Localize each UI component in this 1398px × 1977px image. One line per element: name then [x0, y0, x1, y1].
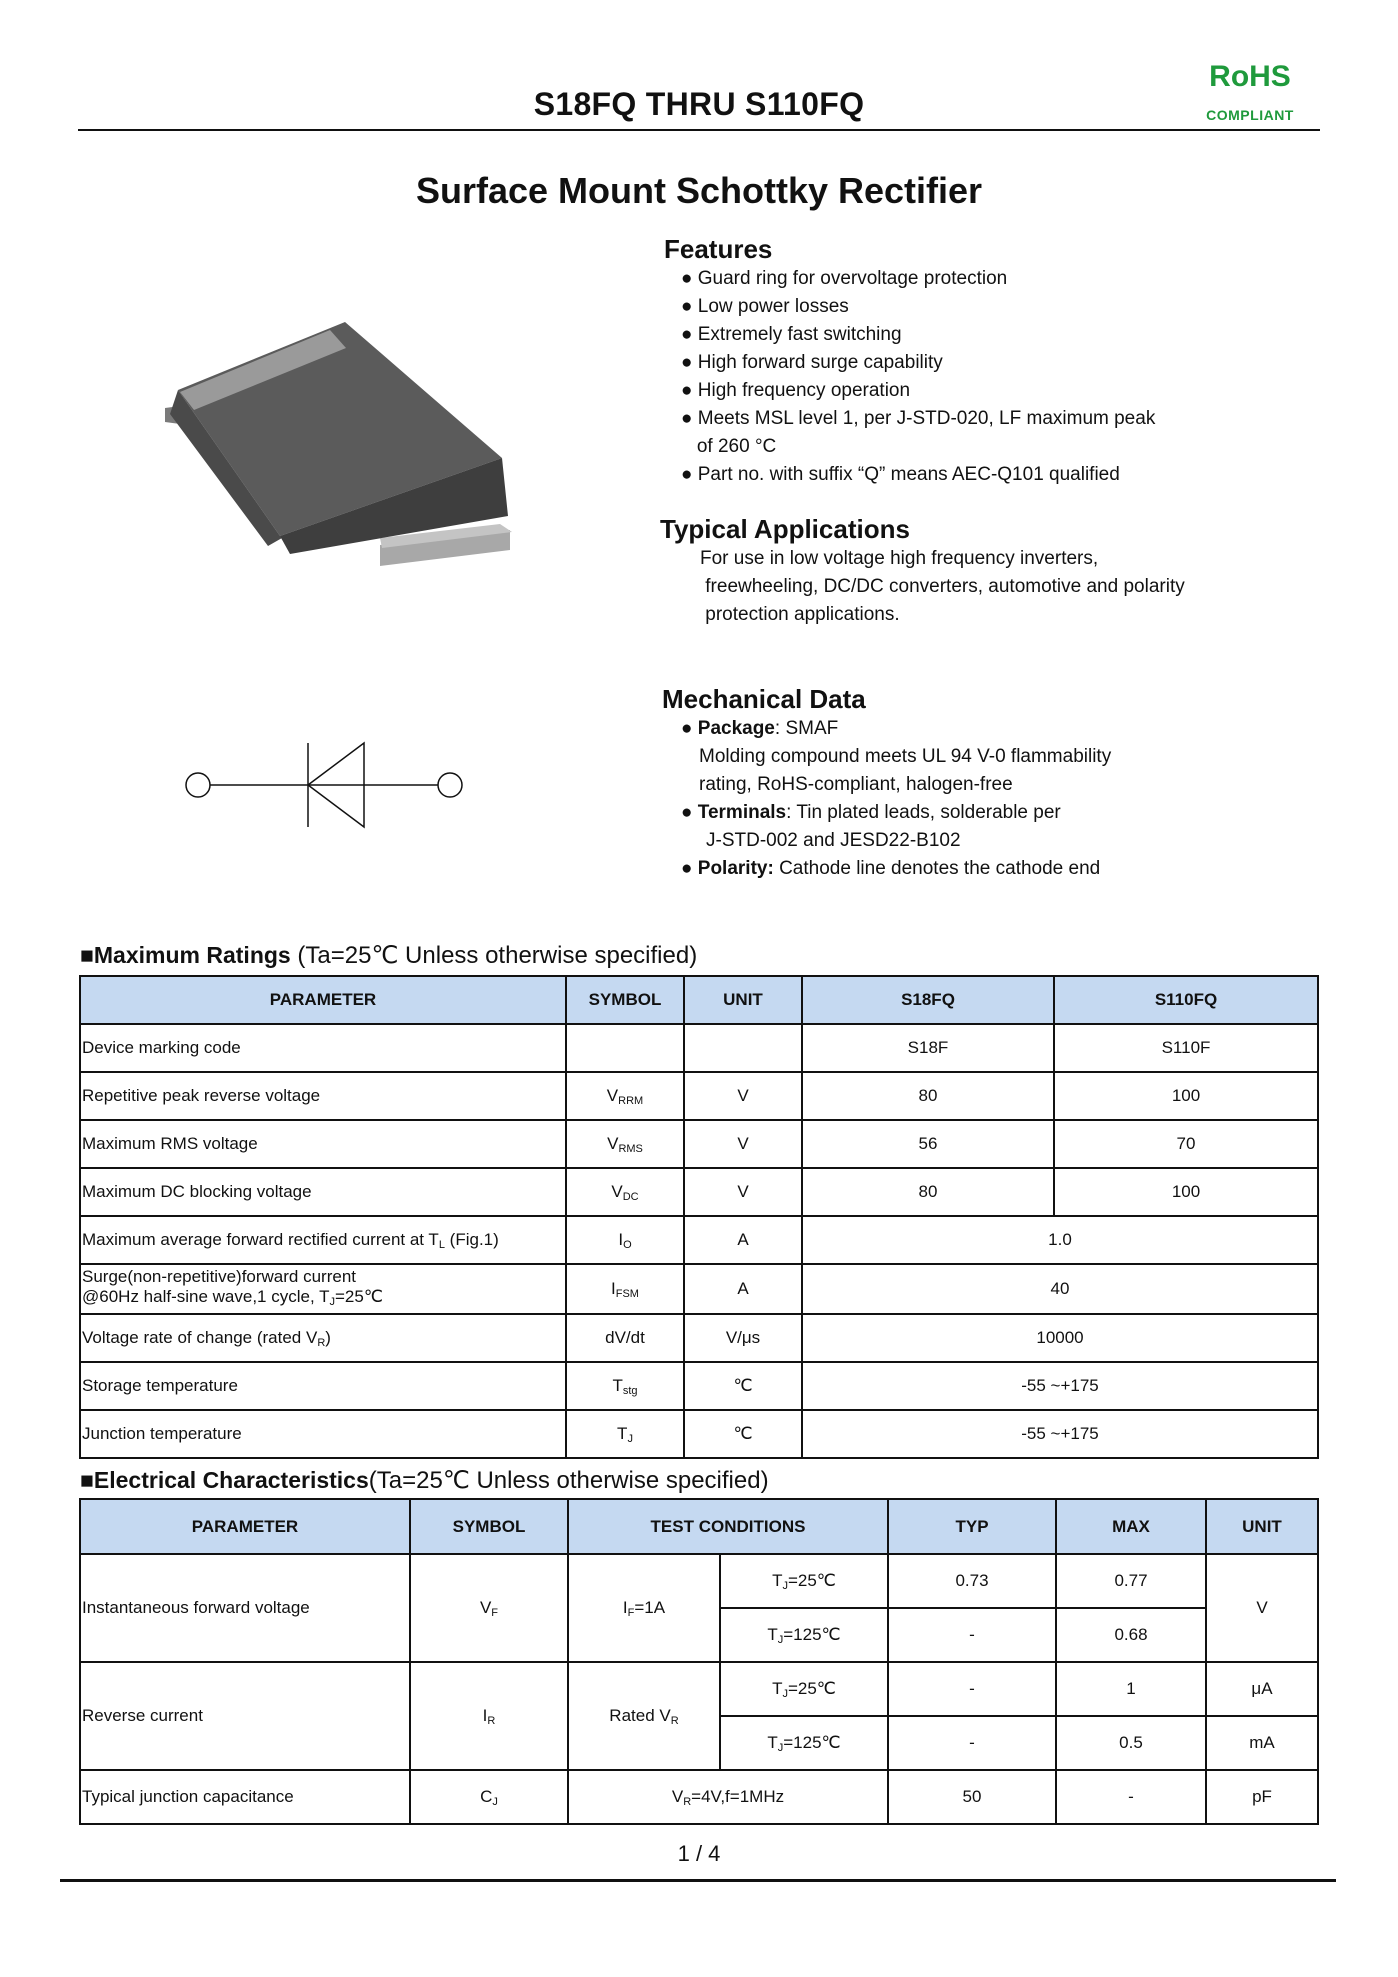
condition-cell: $V_R=4V,f=1MHz$ — [568, 1770, 888, 1824]
symbol-cell: $I_R$ — [410, 1662, 568, 1770]
col-header-symbol: SYMBOL — [566, 976, 684, 1024]
value-cell: 56 — [802, 1120, 1054, 1168]
symbol-cell: $I_{FSM}$ — [566, 1264, 684, 1314]
value-cell: S18F — [802, 1024, 1054, 1072]
compliant-label: COMPLIANT — [1206, 107, 1294, 123]
value-cell: 10000 — [802, 1314, 1318, 1362]
col-header-symbol: SYMBOL — [410, 1499, 568, 1554]
applications-heading: Typical Applications — [660, 514, 910, 544]
col-header-parameter: PARAMETER — [80, 1499, 410, 1554]
param-cell: Voltage rate of change (rated $V_R$) — [80, 1314, 566, 1362]
table-row — [80, 1554, 1318, 1608]
col-header-unit: UNIT — [684, 976, 802, 1024]
applications-line: freewheeling, DC/DC converters, automotive and polarity — [700, 576, 1185, 597]
page-subtitle: Surface Mount Schottky Rectifier — [415, 170, 983, 211]
header-divider — [78, 129, 1320, 131]
symbol-cell: $I_O$ — [566, 1216, 684, 1264]
col-header-unit: UNIT — [1206, 1499, 1318, 1554]
unit-cell: μA — [1206, 1662, 1318, 1716]
unit-cell: mA — [1206, 1716, 1318, 1770]
unit-cell: ℃ — [684, 1410, 802, 1458]
table-row — [80, 1024, 1318, 1072]
mechanical-polarity: ● Polarity: Cathode line denotes the cathode end — [681, 858, 1101, 879]
terminals-label: Terminals — [697, 802, 787, 823]
applications-text — [700, 545, 1185, 629]
feature-item: ● High frequency operation — [681, 380, 911, 401]
mechanical-heading: Mechanical Data — [662, 684, 866, 714]
value-cell: 70 — [1054, 1120, 1318, 1168]
unit-cell: V — [1206, 1554, 1318, 1662]
polarity-value: Cathode line denotes the cathode end — [773, 858, 1101, 879]
value-cell: 1.0 — [802, 1216, 1318, 1264]
package-label: Package — [697, 718, 775, 739]
rohs-label: RoHS — [1209, 60, 1291, 93]
max-ratings-condition: (Ta=25℃ Unless otherwise specified) — [290, 942, 698, 969]
param-cell: Repetitive peak reverse voltage — [80, 1072, 566, 1120]
feature-item: of 260 °C — [681, 436, 777, 457]
condition-cell: $I_F=1A$ — [568, 1554, 720, 1662]
package-value: : SMAF — [774, 718, 839, 739]
max-ratings-title — [80, 941, 697, 970]
table-row — [80, 1216, 1318, 1264]
document-title: S18FQ THRU S110FQ — [533, 86, 865, 122]
applications-line: protection applications. — [700, 604, 900, 625]
unit-cell: ℃ — [684, 1362, 802, 1410]
feature-item: ● Guard ring for overvoltage protection — [681, 268, 1008, 289]
table-row — [80, 1662, 1318, 1716]
col-header-typ: TYP — [888, 1499, 1056, 1554]
param-cell: Surge(non-repetitive)forward current @60Hz half-sine wave,1 cycle, $T_J=25℃$ — [80, 1264, 566, 1314]
features-heading: Features — [664, 234, 773, 264]
features-list — [681, 265, 1155, 489]
mechanical-terminals: ● Terminals: Tin plated leads, solderable per — [681, 802, 1061, 823]
rohs-badge — [1194, 62, 1306, 122]
typ-cell: 50 — [888, 1770, 1056, 1824]
package-image — [150, 300, 530, 640]
symbol-cell — [566, 1024, 684, 1072]
feature-item: ● High forward surge capability — [681, 352, 943, 373]
temp-cell: $T_J=25℃$ — [720, 1554, 888, 1608]
table-row — [80, 1314, 1318, 1362]
symbol-cell: dV/dt — [566, 1314, 684, 1362]
col-header-s110fq: S110FQ — [1054, 976, 1318, 1024]
col-header-s18fq: S18FQ — [802, 976, 1054, 1024]
col-header-test-conditions: TEST CONDITIONS — [568, 1499, 888, 1554]
param-cell: Maximum DC blocking voltage — [80, 1168, 566, 1216]
max-ratings-label: ■Maximum Ratings — [80, 942, 291, 968]
mechanical-line: rating, RoHS-compliant, halogen-free — [699, 774, 1013, 795]
table-row — [80, 1264, 1318, 1314]
unit-cell: V/μs — [684, 1314, 802, 1362]
value-cell: 40 — [802, 1264, 1318, 1314]
param-cell: Maximum average forward rectified current at $T_L$ (Fig.1) — [80, 1216, 566, 1264]
cathode-terminal — [438, 773, 462, 797]
param-cell: Reverse current — [80, 1662, 410, 1770]
polarity-label: Polarity: — [697, 858, 774, 879]
typ-cell: - — [888, 1716, 1056, 1770]
unit-cell — [684, 1024, 802, 1072]
symbol-cell: $T_{stg}$ — [566, 1362, 684, 1410]
param-cell: Maximum RMS voltage — [80, 1120, 566, 1168]
feature-item: ● Part no. with suffix “Q” means AEC-Q101 qualified — [681, 464, 1120, 485]
table-row — [80, 1770, 1318, 1824]
elec-char-title — [80, 1466, 769, 1495]
symbol-cell: $T_J$ — [566, 1410, 684, 1458]
applications-line: For use in low voltage high frequency inverters, — [700, 548, 1099, 569]
max-cell: 0.68 — [1056, 1608, 1206, 1662]
condition-cell: Rated $V_R$ — [568, 1662, 720, 1770]
value-cell: -55 ~+175 — [802, 1410, 1318, 1458]
typ-cell: - — [888, 1662, 1056, 1716]
value-cell: 100 — [1054, 1072, 1318, 1120]
typ-cell: - — [888, 1608, 1056, 1662]
footer-divider — [60, 1879, 1336, 1882]
max-cell: 1 — [1056, 1662, 1206, 1716]
feature-item: ● Low power losses — [681, 296, 849, 317]
symbol-cell: $V_{RRM}$ — [566, 1072, 684, 1120]
unit-cell: A — [684, 1216, 802, 1264]
value-cell: 100 — [1054, 1168, 1318, 1216]
temp-cell: $T_J=25℃$ — [720, 1662, 888, 1716]
param-cell: Instantaneous forward voltage — [80, 1554, 410, 1662]
symbol-cell: $V_F$ — [410, 1554, 568, 1662]
unit-cell: V — [684, 1072, 802, 1120]
mechanical-line: J-STD-002 and JESD22-B102 — [706, 830, 961, 851]
param-cell: Typical junction capacitance — [80, 1770, 410, 1824]
value-cell: 80 — [802, 1168, 1054, 1216]
value-cell: -55 ~+175 — [802, 1362, 1318, 1410]
temp-cell: $T_J=125℃$ — [720, 1608, 888, 1662]
unit-cell: V — [684, 1120, 802, 1168]
param-cell: Storage temperature — [80, 1362, 566, 1410]
col-header-max: MAX — [1056, 1499, 1206, 1554]
mechanical-list — [681, 715, 1111, 883]
col-header-parameter: PARAMETER — [80, 976, 566, 1024]
table-row — [80, 1362, 1318, 1410]
unit-cell: pF — [1206, 1770, 1318, 1824]
terminals-value: : Tin plated leads, solderable per — [786, 802, 1061, 823]
param-cell: Junction temperature — [80, 1410, 566, 1458]
table-row — [80, 1120, 1318, 1168]
feature-item: ● Extremely fast switching — [681, 324, 902, 345]
unit-cell: A — [684, 1264, 802, 1314]
mechanical-package: ● Package: SMAF — [681, 718, 839, 739]
param-cell: Device marking code — [80, 1024, 566, 1072]
table-row — [80, 1410, 1318, 1458]
symbol-cell: $V_{DC}$ — [566, 1168, 684, 1216]
elec-char-label: ■Electrical Characteristics — [80, 1467, 369, 1493]
max-cell: 0.77 — [1056, 1554, 1206, 1608]
value-cell: S110F — [1054, 1024, 1318, 1072]
feature-item: ● Meets MSL level 1, per J-STD-020, LF maximum peak — [681, 408, 1156, 429]
max-cell: 0.5 — [1056, 1716, 1206, 1770]
table-row — [80, 1072, 1318, 1120]
max-ratings-table — [79, 975, 1319, 1459]
mechanical-line: Molding compound meets UL 94 V-0 flammability — [699, 746, 1112, 767]
temp-cell: $T_J=125℃$ — [720, 1716, 888, 1770]
symbol-cell: $V_{RMS}$ — [566, 1120, 684, 1168]
diode-symbol — [180, 735, 480, 835]
max-cell: - — [1056, 1770, 1206, 1824]
typ-cell: 0.73 — [888, 1554, 1056, 1608]
value-cell: 80 — [802, 1072, 1054, 1120]
anode-terminal — [186, 773, 210, 797]
symbol-cell: $C_J$ — [410, 1770, 568, 1824]
elec-char-condition: (Ta=25℃ Unless otherwise specified) — [368, 1467, 769, 1494]
table-row — [80, 1168, 1318, 1216]
unit-cell: V — [684, 1168, 802, 1216]
page-number: 1 / 4 — [677, 1841, 721, 1866]
elec-char-table — [79, 1498, 1319, 1825]
